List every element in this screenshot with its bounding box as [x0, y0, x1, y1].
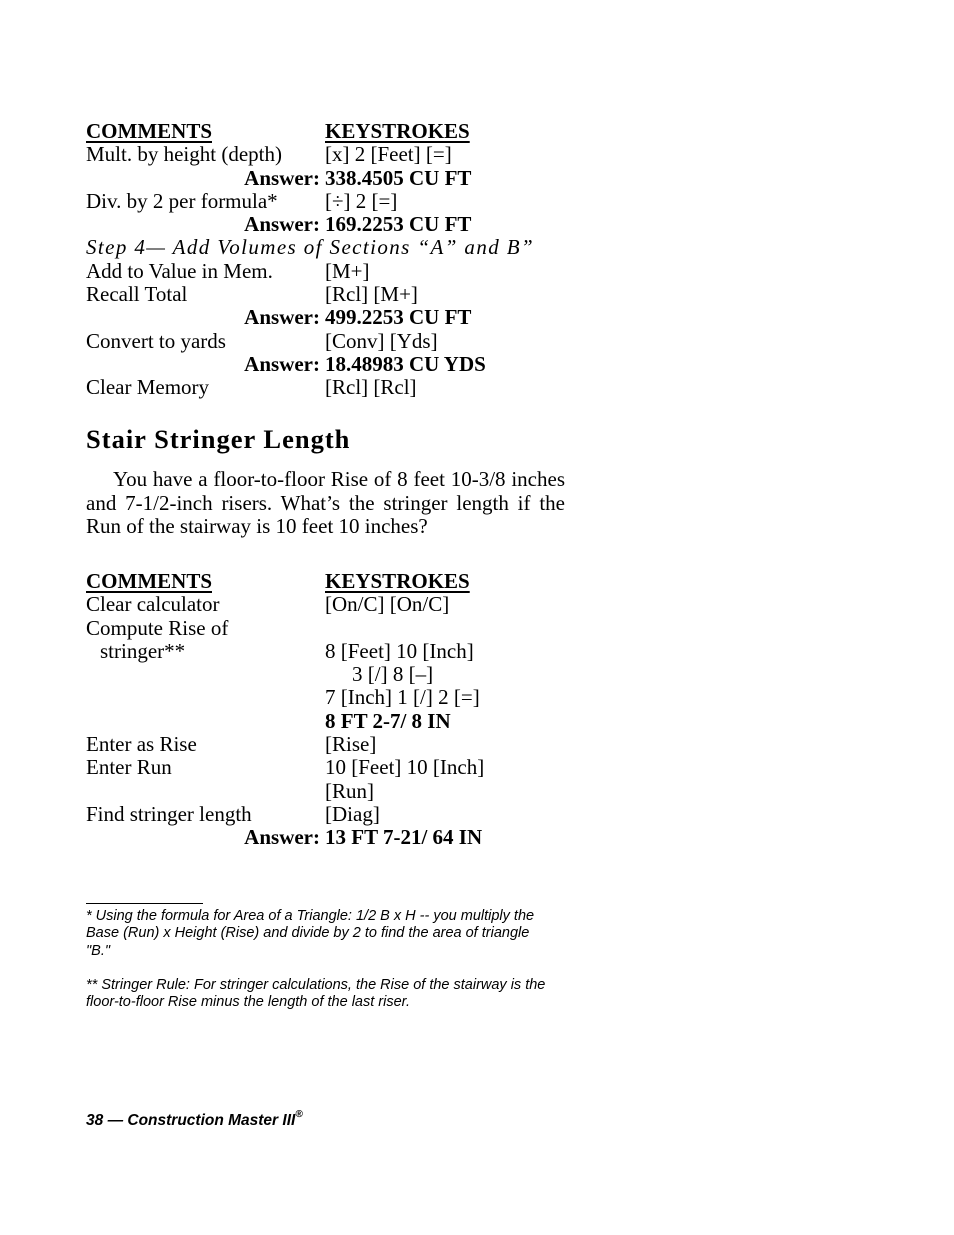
registered-mark: ® — [295, 1109, 303, 1120]
table-row — [86, 663, 566, 686]
answer-value: 499.2253 CU FT — [325, 305, 472, 330]
keystroke-cell: [Rise] — [325, 732, 377, 757]
comment-cell: Compute Rise of — [86, 615, 229, 640]
footnote-divider — [86, 903, 203, 904]
keystrokes-header: KEYSTROKES — [325, 119, 470, 143]
comment-cell: Convert to yards — [86, 328, 226, 353]
keystroke-cell: [x] 2 [Feet] [=] — [325, 142, 452, 167]
answer-value: 338.4505 CU FT — [325, 165, 472, 190]
keystroke-cell: [÷] 2 [=] — [325, 188, 398, 213]
keystroke-cell: [Rcl] [Rcl] — [325, 375, 417, 400]
answer-value: 18.48983 CU YDS — [325, 351, 486, 376]
comments-header: COMMENTS — [86, 569, 212, 593]
comment-cell: Mult. by height (depth) — [86, 142, 282, 167]
keystroke-cell: [Run] — [325, 778, 374, 803]
answer-label: Answer: — [244, 212, 320, 237]
answer-label: Answer: — [244, 825, 320, 850]
table-row — [86, 686, 566, 709]
comment-cell: Clear Memory — [86, 375, 210, 400]
comment-cell: Clear calculator — [86, 592, 220, 617]
answer-label: Answer: — [244, 305, 320, 330]
table-row — [86, 617, 566, 640]
comment-cell: Enter as Rise — [86, 732, 197, 757]
comment-cell: Div. by 2 per formula* — [86, 188, 278, 213]
footnote-2: ** Stringer Rule: For stringer calculations, the Rise of the stairway is the floor-to-floor Rise minus the length of the last riser. — [86, 977, 546, 1011]
keystroke-cell: [Conv] [Yds] — [325, 328, 438, 353]
answer-value: 13 FT 7-21/ 64 IN — [325, 825, 483, 850]
table-header — [86, 570, 566, 593]
table-row — [86, 593, 566, 616]
section-title: Stair Stringer Length — [86, 424, 351, 454]
table-row — [86, 260, 566, 283]
keystroke-cell: [Diag] — [325, 801, 380, 826]
keystroke-cell: 10 [Feet] 10 [Inch] — [325, 755, 485, 780]
table-row — [86, 376, 566, 399]
table-row — [86, 640, 566, 663]
answer-label: Answer: — [244, 351, 320, 376]
keystroke-cell: [On/C] [On/C] — [325, 592, 450, 617]
keystroke-cell: 3 [/] 8 [–] — [352, 662, 434, 687]
keystroke-table-volumes — [86, 120, 566, 400]
keystroke-cell: 7 [Inch] 1 [/] 2 [=] — [325, 685, 480, 710]
table-row — [86, 780, 566, 803]
keystroke-cell: [Rcl] [M+] — [325, 282, 418, 307]
problem-paragraph: You have a floor-to-floor Rise of 8 feet 10-3/8 inches and 7-1/2-inch risers. What’s the stringer length if the Run of the stairway is 10 feet 10 inches? — [86, 467, 565, 538]
table-row — [86, 803, 566, 826]
keystrokes-header: KEYSTROKES — [325, 569, 470, 593]
step-4-heading: Step 4— Add Volumes of Sections “A” and B” — [86, 235, 535, 260]
comment-cell: Add to Value in Mem. — [86, 258, 273, 283]
page-number: 38 — [86, 1112, 104, 1130]
table-row — [86, 143, 566, 166]
table-row — [86, 283, 566, 306]
answer-row — [86, 213, 566, 236]
answer-value: 169.2253 CU FT — [325, 212, 472, 237]
keystroke-cell: 8 [Feet] 10 [Inch] — [325, 638, 474, 663]
comment-cell: Recall Total — [86, 282, 188, 307]
page-footer — [86, 1111, 303, 1130]
table-row — [86, 733, 566, 756]
answer-row — [86, 353, 566, 376]
comment-cell: Enter Run — [86, 755, 172, 780]
comments-header: COMMENTS — [86, 119, 212, 143]
answer-label: Answer: — [244, 165, 320, 190]
answer-row — [86, 167, 566, 190]
footnote-1: * Using the formula for Area of a Triangle: 1/2 B x H -- you multiply the Base (Run) x Height (Rise) and divide by 2 to find the area of triangle "B." — [86, 908, 535, 959]
answer-row — [86, 826, 566, 849]
footer-title: — Construction Master III — [107, 1112, 296, 1130]
table-row — [86, 710, 566, 733]
step-heading-row — [86, 236, 566, 259]
answer-row — [86, 306, 566, 329]
table-row — [86, 756, 566, 779]
table-row — [86, 330, 566, 353]
keystroke-table-stringer — [86, 570, 566, 850]
table-header — [86, 120, 566, 143]
intermediate-result: 8 FT 2-7/ 8 IN — [325, 708, 451, 733]
comment-cell: stringer** — [100, 638, 186, 663]
keystroke-cell: [M+] — [325, 258, 370, 283]
table-row — [86, 190, 566, 213]
comment-cell: Find stringer length — [86, 801, 252, 826]
